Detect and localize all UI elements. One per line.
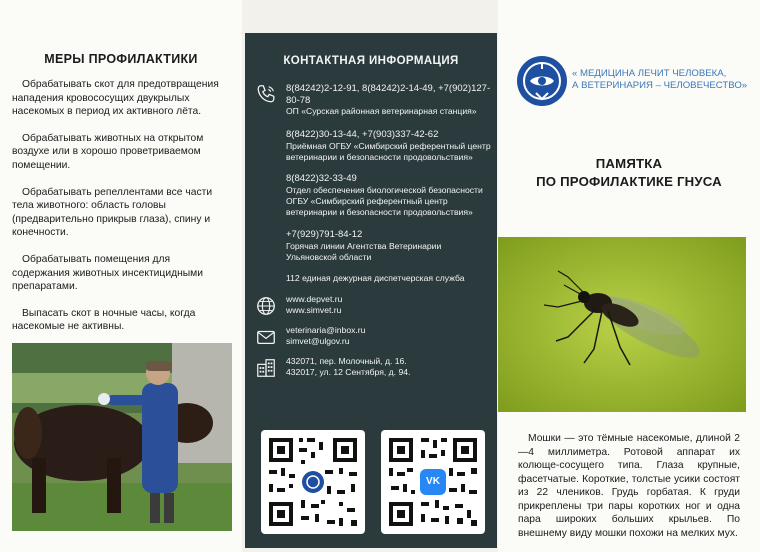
prevention-tips <box>12 78 227 347</box>
prevention-tip: Обрабатывать скот для предотвращения нападения кровососущих двукрылых насекомых в период их активного лёта. <box>12 79 219 118</box>
cow-treatment-illustration <box>12 343 232 531</box>
globe-icon <box>255 295 277 317</box>
address-line: 432071, пер. Молочный, д. 16. <box>286 356 407 366</box>
cover-panel <box>498 0 760 552</box>
website-link[interactable]: www.simvet.ru <box>286 305 342 316</box>
prevention-tip: Выпасать скот в ночные часы, когда насекомые не активны. <box>12 307 196 333</box>
contact-org: ОП «Сурская районная ветеринарная станция» <box>286 106 477 117</box>
contact-phones: +7(929)791-84-12 <box>286 229 363 240</box>
contact-block-1 <box>286 83 492 117</box>
prevention-tip: Обрабатывать репеллентами все части тела животного: область головы (предварительно прикрыв глаза), спину и конечности. <box>12 186 213 239</box>
midge-photo <box>498 237 746 412</box>
websites <box>286 294 492 316</box>
mail-icon <box>255 326 277 348</box>
midge-illustration <box>498 237 746 412</box>
midge-description: Мошки — это тёмные насекомые, длиной 2—4 миллиметра. Ротовой аппарат их колюще-сосущего типа. Глаза крупные, фасетчатые. Короткие, толстые усики состоят из 22 члеников. Грудь горбатая. К груди прикреплены три пары коротких ног и одна пара широких больших крыльев. По внешнему виду мошки похожи на мелких мух. <box>518 433 740 539</box>
qr-code-depvet[interactable] <box>261 430 365 534</box>
title-line: ПО ПРОФИЛАКТИКЕ ГНУСА <box>536 174 722 189</box>
motto-line: « МЕДИЦИНА ЛЕЧИТ ЧЕЛОВЕКА, <box>572 68 727 79</box>
addresses <box>286 356 492 378</box>
contact-block-4 <box>286 229 492 263</box>
emergency-line: 112 единая дежурная диспетчерская служба <box>286 273 465 283</box>
qr-code-pattern <box>261 430 365 534</box>
website-link[interactable]: www.depvet.ru <box>286 294 343 304</box>
contact-org: Горячая линии Агентства Ветеринарии Ульяновской области <box>286 240 442 262</box>
contact-phones: 8(8422)32-33-49 <box>286 173 357 184</box>
building-icon <box>255 357 277 379</box>
address-line: 432017, ул. 12 Сентября, д. 94. <box>286 367 411 378</box>
prevention-title: МЕРЫ ПРОФИЛАКТИКИ <box>44 52 198 66</box>
vk-badge: VK <box>426 476 440 487</box>
motto-line: А ВЕТЕРИНАРИЯ – ЧЕЛОВЕЧЕСТВО» <box>572 80 748 91</box>
contact-org: Отдел обеспечения биологической безопасности ОГБУ «Симбирский референтный центр ветеринарии и безопасности продовольствия» <box>286 184 483 217</box>
cow-treatment-photo <box>12 343 232 531</box>
contact-block-2 <box>286 129 492 163</box>
phone-icon <box>255 83 277 105</box>
contacts-title: КОНТАКТНАЯ ИНФОРМАЦИЯ <box>283 55 459 67</box>
emails <box>286 325 492 347</box>
motto <box>572 68 752 92</box>
contact-phones: 8(8422)30-13-44, +7(903)337-42-62 <box>286 129 439 140</box>
qr-code-vk[interactable] <box>381 430 485 534</box>
prevention-tip: Обрабатывать животных на открытом воздухе или в хорошо проветриваемом помещении. <box>12 132 204 171</box>
contact-block-3 <box>286 173 492 218</box>
contacts-panel <box>245 33 497 548</box>
contact-org: Приёмная ОГБУ «Симбирский референтный центр ветеринарии и безопасности продовольствия» <box>286 140 491 162</box>
title-line: ПАМЯТКА <box>595 156 663 171</box>
veterinary-logo <box>516 55 568 107</box>
prevention-panel <box>0 0 242 552</box>
page-title <box>498 155 760 191</box>
email-link[interactable]: veterinaria@inbox.ru <box>286 325 366 335</box>
prevention-tip: Обрабатывать помещения для содержания животных инсектицидными препаратами. <box>12 253 204 293</box>
contact-phones: 8(84242)2-12-91, 8(84242)2-14-49, +7(902)127-80-78 <box>286 83 491 106</box>
email-link[interactable]: simvet@ulgov.ru <box>286 336 350 347</box>
